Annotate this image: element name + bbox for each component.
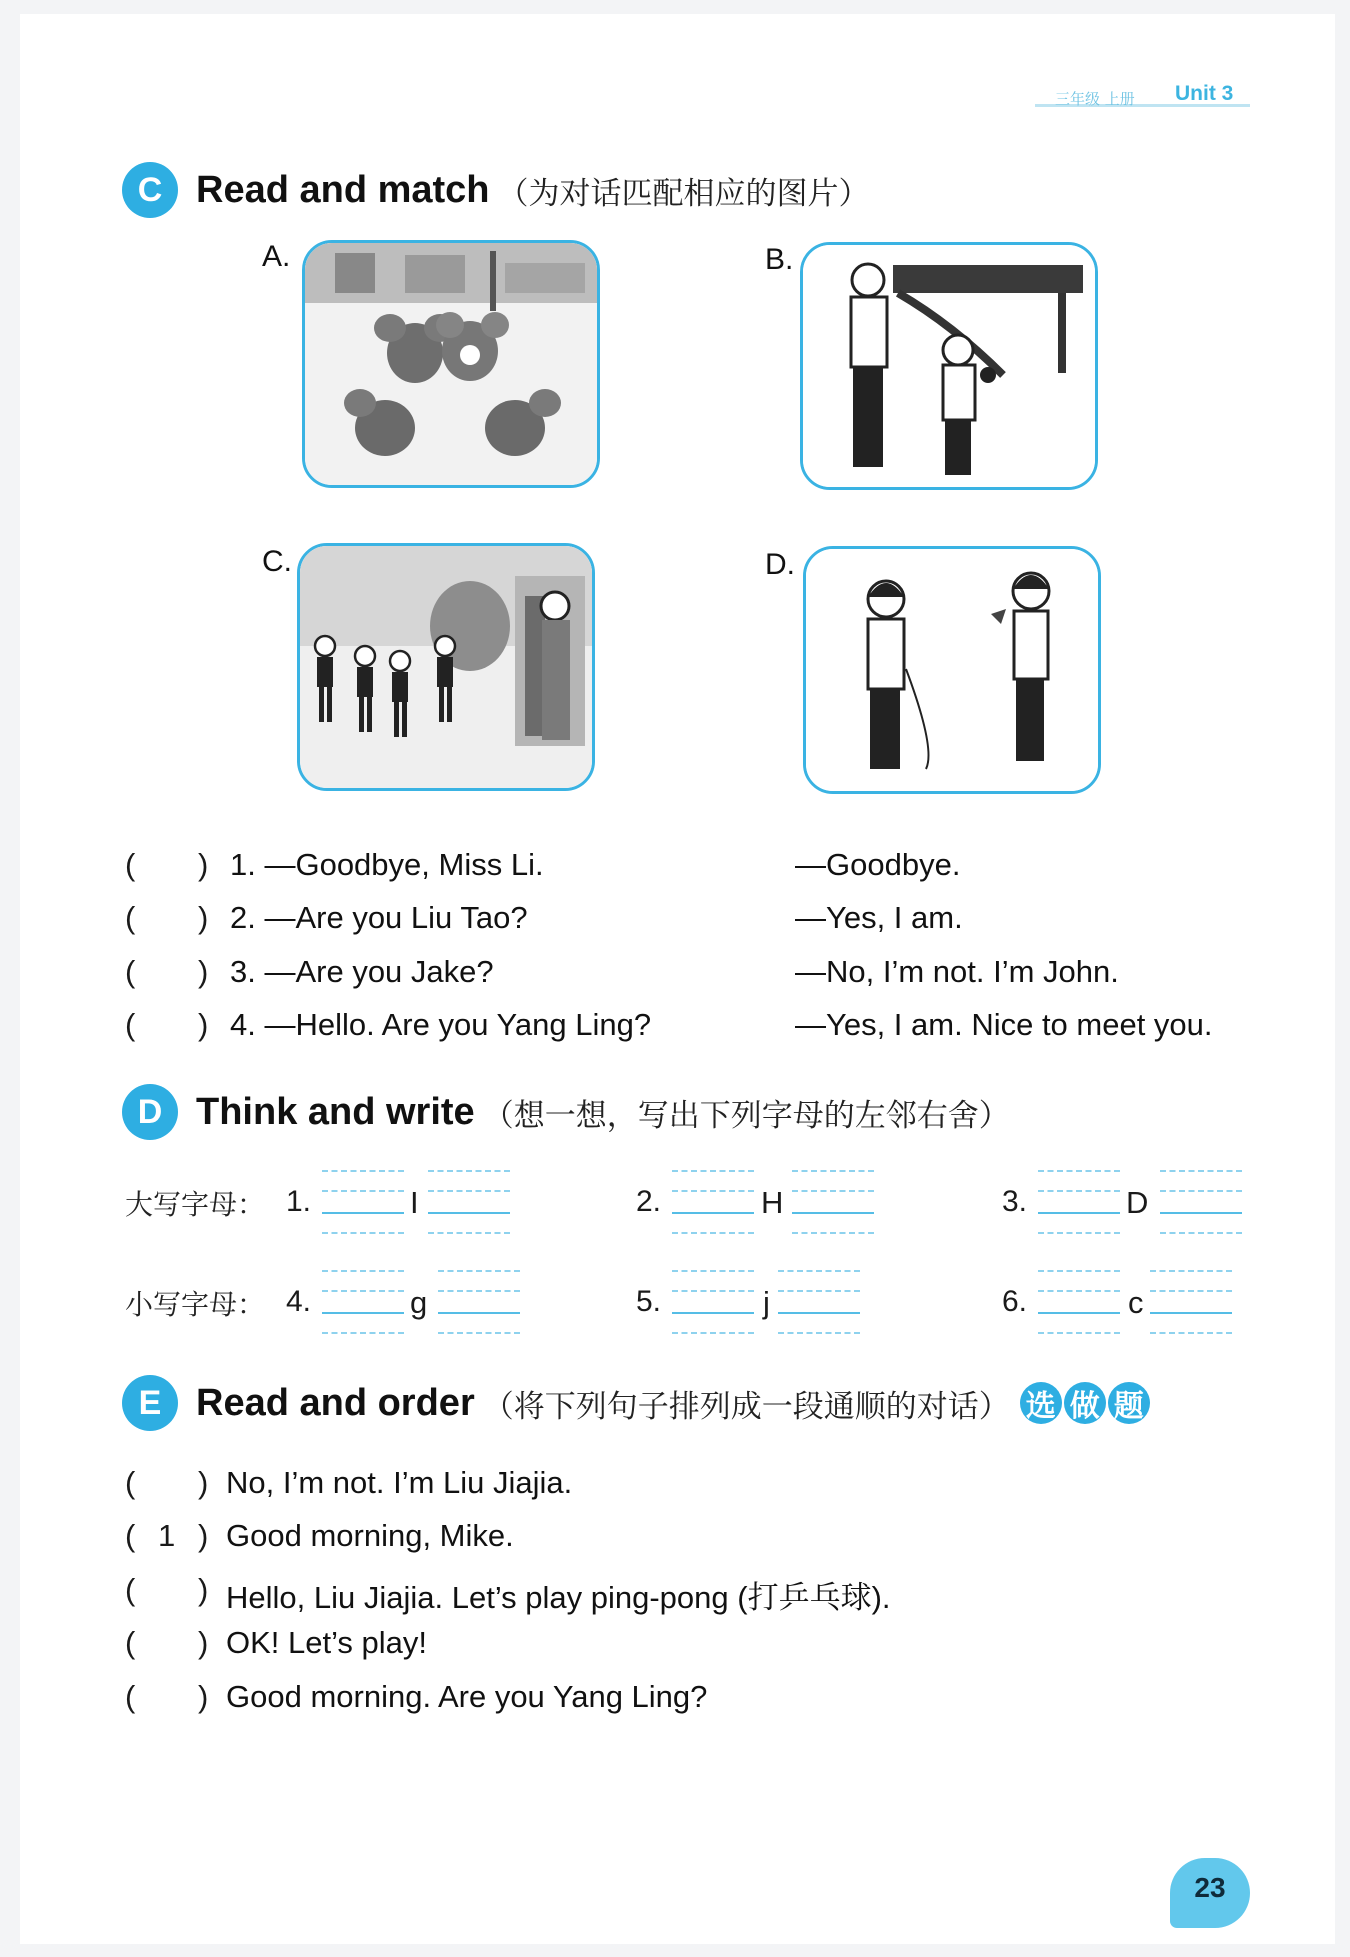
answer-close-paren: ) bbox=[198, 1625, 209, 1660]
match-answer-2: —Yes, I am. bbox=[795, 900, 963, 935]
section-e-title: Read and order bbox=[196, 1381, 475, 1424]
answer-close-paren: ) bbox=[198, 1679, 209, 1714]
write-lines-left[interactable] bbox=[322, 1170, 404, 1234]
answer-close-paren[interactable]: ) bbox=[198, 1007, 209, 1042]
answer-close-paren: ) bbox=[198, 1518, 209, 1553]
letter-item-number: 3. bbox=[1002, 1185, 1028, 1218]
match-question-1: 1. —Goodbye, Miss Li. bbox=[230, 847, 544, 882]
page-number-tab bbox=[1170, 1858, 1250, 1928]
order-sentence-3: Hello, Liu Jiajia. Let’s play ping-pong (打乒乓球). bbox=[226, 1580, 891, 1615]
answer-close-paren[interactable]: ) bbox=[198, 900, 209, 935]
answer-close-paren[interactable]: ) bbox=[198, 847, 209, 882]
section-d-subtitle: （想一想，写出下列字母的左邻右舍） bbox=[482, 1097, 1010, 1134]
answer-close-paren[interactable]: ) bbox=[198, 954, 209, 989]
picture-c-school bbox=[297, 543, 595, 791]
write-lines-left[interactable] bbox=[672, 1170, 754, 1234]
match-answer-3: —No, I’m not. I’m John. bbox=[795, 954, 1119, 989]
workbook-page bbox=[20, 14, 1335, 1944]
answer-open-paren: ( bbox=[125, 1007, 136, 1042]
write-lines-right[interactable] bbox=[428, 1170, 510, 1234]
pingpong-illustration bbox=[803, 245, 1095, 487]
uppercase-label: 大写字母： bbox=[125, 1188, 266, 1221]
match-question-2: 2. —Are you Liu Tao? bbox=[230, 900, 528, 935]
letter-item-number: 4. bbox=[286, 1285, 312, 1318]
answer-open-paren: ( bbox=[125, 847, 136, 882]
given-letter: c bbox=[1128, 1285, 1144, 1320]
write-lines-left[interactable] bbox=[1038, 1170, 1120, 1234]
answer-open-paren: ( bbox=[125, 1625, 136, 1660]
write-lines-right[interactable] bbox=[1150, 1270, 1232, 1334]
optional-char: 选 bbox=[1020, 1382, 1062, 1424]
answer-open-paren: ( bbox=[125, 1572, 136, 1607]
answer-open-paren: ( bbox=[125, 900, 136, 935]
section-c-badge: C bbox=[122, 162, 178, 218]
letter-item-number: 5. bbox=[636, 1285, 662, 1318]
section-c-subtitle: （为对话匹配相应的图片） bbox=[497, 175, 870, 212]
order-sentence-1: No, I’m not. I’m Liu Jiajia. bbox=[226, 1465, 573, 1500]
match-question-3: 3. —Are you Jake? bbox=[230, 954, 494, 989]
section-c-header bbox=[122, 160, 870, 220]
picture-a-mice bbox=[302, 240, 600, 488]
write-lines-left[interactable] bbox=[672, 1270, 754, 1334]
given-letter: g bbox=[410, 1285, 428, 1320]
order-sentence-5: Good morning. Are you Yang Ling? bbox=[226, 1679, 708, 1714]
answer-open-paren: ( bbox=[125, 1465, 136, 1500]
school-illustration bbox=[300, 546, 592, 788]
unit-header bbox=[1035, 82, 1250, 112]
picture-b-label: B. bbox=[765, 243, 794, 276]
optional-char: 做 bbox=[1064, 1382, 1106, 1424]
match-answer-1: —Goodbye. bbox=[795, 847, 961, 882]
letter-item-number: 6. bbox=[1002, 1285, 1028, 1318]
answer-open-paren: ( bbox=[125, 954, 136, 989]
write-lines-right[interactable] bbox=[438, 1270, 520, 1334]
unit-label: Unit 3 bbox=[1175, 82, 1234, 105]
picture-d-girls bbox=[803, 546, 1101, 794]
given-letter: D bbox=[1126, 1185, 1149, 1220]
section-e-header bbox=[122, 1373, 1152, 1433]
letter-item-number: 1. bbox=[286, 1185, 312, 1218]
section-c-title: Read and match bbox=[196, 168, 490, 211]
section-e-badge: E bbox=[122, 1375, 178, 1431]
section-d-badge: D bbox=[122, 1084, 178, 1140]
section-e-subtitle: （将下列句子排列成一段通顺的对话） bbox=[482, 1388, 1010, 1425]
order-sentence-2: Good morning, Mike. bbox=[226, 1518, 514, 1553]
letter-item-number: 2. bbox=[636, 1185, 662, 1218]
match-question-4: 4. —Hello. Are you Yang Ling? bbox=[230, 1007, 652, 1042]
given-letter: j bbox=[763, 1285, 770, 1320]
order-sentence-4: OK! Let’s play! bbox=[226, 1625, 428, 1660]
optional-char: 题 bbox=[1108, 1382, 1150, 1424]
write-lines-right[interactable] bbox=[792, 1170, 874, 1234]
section-d-title: Think and write bbox=[196, 1090, 475, 1133]
match-answer-4: —Yes, I am. Nice to meet you. bbox=[795, 1007, 1213, 1042]
picture-a-label: A. bbox=[262, 240, 291, 273]
answer-open-paren: ( bbox=[125, 1679, 136, 1714]
optional-badge bbox=[1020, 1382, 1152, 1424]
given-letter: H bbox=[761, 1185, 784, 1220]
answer-close-paren: ) bbox=[198, 1465, 209, 1500]
order-answer[interactable]: 1 bbox=[158, 1518, 176, 1553]
lowercase-label: 小写字母： bbox=[125, 1288, 266, 1321]
girls-illustration bbox=[806, 549, 1098, 791]
write-lines-right[interactable] bbox=[1160, 1170, 1242, 1234]
picture-b-pingpong bbox=[800, 242, 1098, 490]
section-d-header bbox=[122, 1082, 1010, 1142]
write-lines-left[interactable] bbox=[322, 1270, 404, 1334]
given-letter: I bbox=[410, 1185, 419, 1220]
page-number: 23 bbox=[1194, 1872, 1226, 1903]
write-lines-right[interactable] bbox=[778, 1270, 860, 1334]
picture-c-label: C. bbox=[262, 545, 292, 578]
grade-label: 三年级 上册 bbox=[1055, 90, 1135, 108]
answer-close-paren: ) bbox=[198, 1572, 209, 1607]
mice-illustration bbox=[305, 243, 597, 485]
answer-open-paren: ( bbox=[125, 1518, 136, 1553]
write-lines-left[interactable] bbox=[1038, 1270, 1120, 1334]
picture-d-label: D. bbox=[765, 548, 795, 581]
